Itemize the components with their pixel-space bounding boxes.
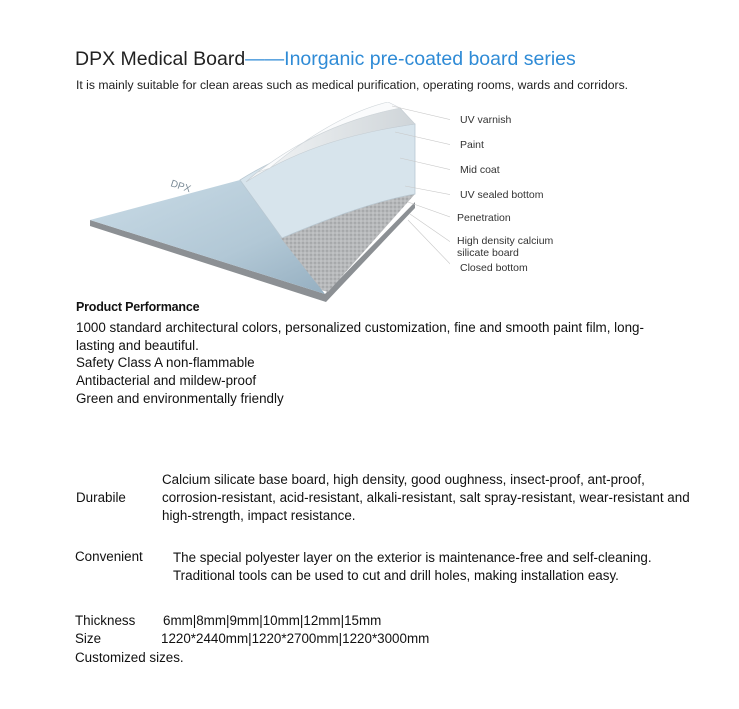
durable-text: Calcium silicate base board, high density, good oughness, insect-proof, ant-proof, corrosion-resistant, acid-resistant, alkali-resistant, salt spray-resistant, wear-resistant and high-strength, impact resistance. [162,472,690,523]
title-series: Inorganic pre-coated board series [284,48,576,70]
layer-label-paint: Paint [460,139,484,151]
page-description: It is mainly suitable for clean areas such as medical purification, operating rooms, wards and corridors. [76,78,629,92]
customized-sizes-note: Customized sizes. [75,650,184,665]
convenient-label: Convenient [75,549,143,564]
layer-label-calcium-silicate-1: High density calcium [457,235,554,247]
performance-line: lasting and beautiful. [76,338,199,353]
layer-label-mid-coat: Mid coat [460,164,500,176]
board-logo: DPX [169,178,193,196]
layer-label-uv-varnish: UV varnish [460,114,512,126]
thickness-value: 6mm|8mm|9mm|10mm|12mm|15mm [163,613,382,628]
board-layers-illustration [70,102,450,307]
size-label: Size [75,631,102,646]
title-dash: —— [245,48,285,70]
title-main: DPX Medical Board [75,48,246,70]
thickness-label: Thickness [75,613,136,628]
durable-label: Durabile [76,490,126,505]
product-performance-heading: Product Performance [76,300,200,314]
convenient-text: The special polyester layer on the exterior is maintenance-free and self-cleaning. Traditional tools can be used to cut and drill holes, making installation easy. [173,550,652,583]
layer-label-calcium-silicate-2: silicate board [457,247,519,259]
performance-line: 1000 standard architectural colors, personalized customization, fine and smooth paint film, long- [76,320,644,335]
layer-label-uv-sealed-bottom: UV sealed bottom [460,189,544,201]
size-value: 1220*2440mm|1220*2700mm|1220*3000mm [161,631,430,646]
performance-line: Antibacterial and mildew-proof [76,373,257,388]
layer-label-closed-bottom: Closed bottom [460,262,528,274]
layer-label-penetration: Penetration [457,212,511,224]
page-title [75,48,576,71]
performance-line: Green and environmentally friendly [76,391,284,406]
performance-line: Safety Class A non-flammable [76,355,255,370]
